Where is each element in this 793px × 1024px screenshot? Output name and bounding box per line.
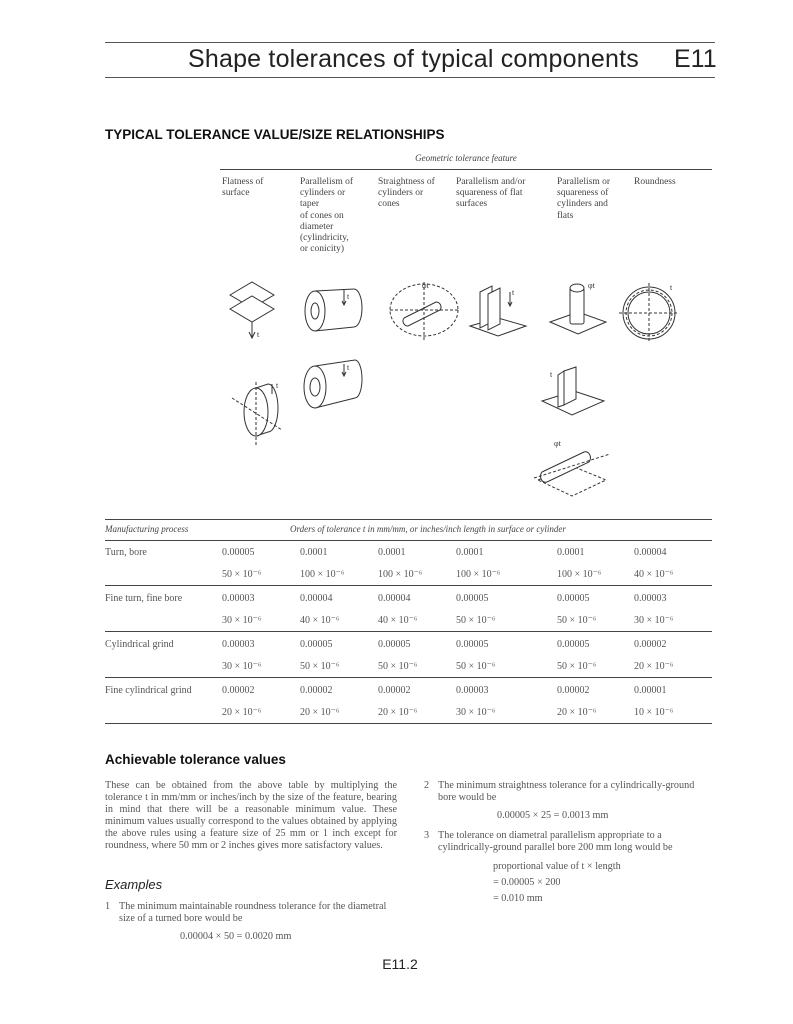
example-calc: 0.00004 × 50 = 0.0020 mm [180,931,292,942]
tolerance-power: 50 × 10⁻⁶ [456,661,496,672]
page-title: Shape tolerances of typical components [188,45,639,73]
achievable-heading: Achievable tolerance values [105,752,286,767]
tolerance-power: 20 × 10⁻⁶ [557,707,597,718]
tolerance-power: 30 × 10⁻⁶ [634,615,674,626]
tolerance-power: 30 × 10⁻⁶ [456,707,496,718]
tolerance-value: 0.0001 [300,547,328,558]
tolerance-value: 0.00005 [456,593,489,604]
feature-flatness: Flatness of surface [222,177,264,199]
example-number: 3 [424,830,430,841]
example-calc: proportional value of t × length [493,861,621,872]
tolerance-power: 100 × 10⁻⁶ [378,569,423,580]
example-text: The minimum maintainable roundness tolerance for the diametral size of a turned bore would be [119,901,387,925]
tolerance-value: 0.00002 [378,685,411,696]
tolerance-value: 0.00003 [222,593,255,604]
tolerance-power: 50 × 10⁻⁶ [557,615,597,626]
svg-text:φt: φt [422,281,429,290]
row-rule [105,723,712,724]
feature-parallelism-flat: Parallelism and/or squareness of flat surfaces [456,177,526,210]
svg-text:t: t [347,363,350,372]
tolerance-power: 50 × 10⁻⁶ [456,615,496,626]
header-top-rule [105,42,715,43]
tolerance-value: 0.0001 [378,547,406,558]
tolerance-power: 40 × 10⁻⁶ [634,569,674,580]
tolerance-value: 0.00004 [634,547,667,558]
svg-text:t: t [512,288,515,297]
section-code: E11 [674,45,717,73]
tolerance-value: 0.00005 [557,639,590,650]
row-rule [105,677,712,678]
svg-text:t: t [347,292,350,301]
process-name: Cylindrical grind [105,639,174,650]
tolerance-power: 50 × 10⁻⁶ [557,661,597,672]
header-bottom-rule [105,77,715,78]
svg-text:t: t [550,370,553,379]
tolerance-value: 0.0001 [557,547,585,558]
feature-parallelism-cyl-flats: Parallelism or squareness of cylinders and flats [557,177,611,221]
svg-text:φt: φt [588,281,595,290]
tolerance-value: 0.00003 [222,639,255,650]
tolerance-value: 0.00004 [378,593,411,604]
tolerance-power: 40 × 10⁻⁶ [300,615,340,626]
tolerance-value: 0.00002 [557,685,590,696]
process-header: Manufacturing process [105,524,189,534]
section-heading: TYPICAL TOLERANCE VALUE/SIZE RELATIONSHIPS [105,127,445,142]
cylinder-flat-squareness-figure [548,278,608,342]
example-text: The minimum straightness tolerance for a cylindrically-ground bore would be [438,780,695,804]
table-top-rule [105,519,712,520]
feature-straightness: Straightness of cylinders or cones [378,177,435,210]
tolerance-power: 40 × 10⁻⁶ [378,615,418,626]
tolerance-power: 30 × 10⁻⁶ [222,661,262,672]
svg-text:t: t [257,330,260,339]
tolerance-power: 100 × 10⁻⁶ [557,569,602,580]
orders-header: Orders of tolerance t in mm/mm, or inches/inch length in surface or cylinder [290,524,566,534]
process-name: Fine turn, fine bore [105,593,183,604]
example-number: 2 [424,780,430,791]
svg-text:t: t [670,283,673,292]
caption-rule [220,169,712,170]
svg-text:φt: φt [554,439,561,448]
tolerance-value: 0.00005 [557,593,590,604]
tolerance-power: 100 × 10⁻⁶ [300,569,345,580]
tolerance-value: 0.00003 [456,685,489,696]
tolerance-value: 0.00001 [634,685,667,696]
tolerance-power: 10 × 10⁻⁶ [634,707,674,718]
tolerance-power: 50 × 10⁻⁶ [300,661,340,672]
tolerance-value: 0.0001 [456,547,484,558]
flat-parallelism-figure [468,282,528,340]
geometric-feature-caption: Geometric tolerance feature [415,153,517,163]
tolerance-power: 20 × 10⁻⁶ [378,707,418,718]
row-rule [105,631,712,632]
tolerance-value: 0.00002 [222,685,255,696]
feature-roundness: Roundness [634,177,676,187]
tolerance-value: 0.00004 [300,593,333,604]
cylinder-parallelism-figure [302,285,370,337]
roundness-figure [618,282,680,344]
straightness-figure [382,278,462,342]
page-number: E11.2 [382,956,418,972]
feature-parallelism-cylinders: Parallelism of cylinders or taper of cones on diameter (cylindricity, or conicity) [300,177,354,255]
block-squareness-figure [540,365,606,419]
tolerance-power: 30 × 10⁻⁶ [222,615,262,626]
process-name: Turn, bore [105,547,147,558]
svg-text:t: t [276,381,279,390]
cylinder-on-flat-figure [532,436,612,500]
tolerance-value: 0.00003 [634,593,667,604]
tolerance-value: 0.00002 [634,639,667,650]
tolerance-power: 20 × 10⁻⁶ [634,661,674,672]
example-calc: = 0.010 mm [493,893,543,904]
cone-taper-figure [300,358,370,416]
row-rule [105,585,712,586]
tolerance-value: 0.00005 [456,639,489,650]
process-name: Fine cylindrical grind [105,685,192,696]
example-text: The tolerance on diametral parallelism appropriate to a cylindrically-ground parallel bore 200 mm long would be [438,830,673,854]
tolerance-value: 0.00005 [222,547,255,558]
tolerance-value: 0.00005 [378,639,411,650]
tolerance-power: 50 × 10⁻⁶ [378,661,418,672]
example-calc: = 0.00005 × 200 [493,877,561,888]
example-number: 1 [105,901,111,912]
example-calc: 0.00005 × 25 = 0.0013 mm [497,810,609,821]
tolerance-value: 0.00005 [300,639,333,650]
flatness-figure [228,280,278,340]
intro-paragraph: These can be obtained from the above table by multiplying the tolerance t in mm/mm or inches/inch by the size of the feature, bearing in mind that there will be a reasonable minimum value. These minimum values usually correspond to the values obtained by applying the above rules using a feature size of 25 mm or 1 inch except for roundness, where 50 mm or 2 inches gives more satisfactory values. [105,780,397,852]
tolerance-power: 100 × 10⁻⁶ [456,569,501,580]
examples-heading: Examples [105,877,163,892]
tolerance-power: 50 × 10⁻⁶ [222,569,262,580]
tolerance-power: 20 × 10⁻⁶ [222,707,262,718]
disc-parallelism-figure [228,378,286,448]
tolerance-value: 0.00002 [300,685,333,696]
table-header-rule [105,540,712,541]
tolerance-power: 20 × 10⁻⁶ [300,707,340,718]
